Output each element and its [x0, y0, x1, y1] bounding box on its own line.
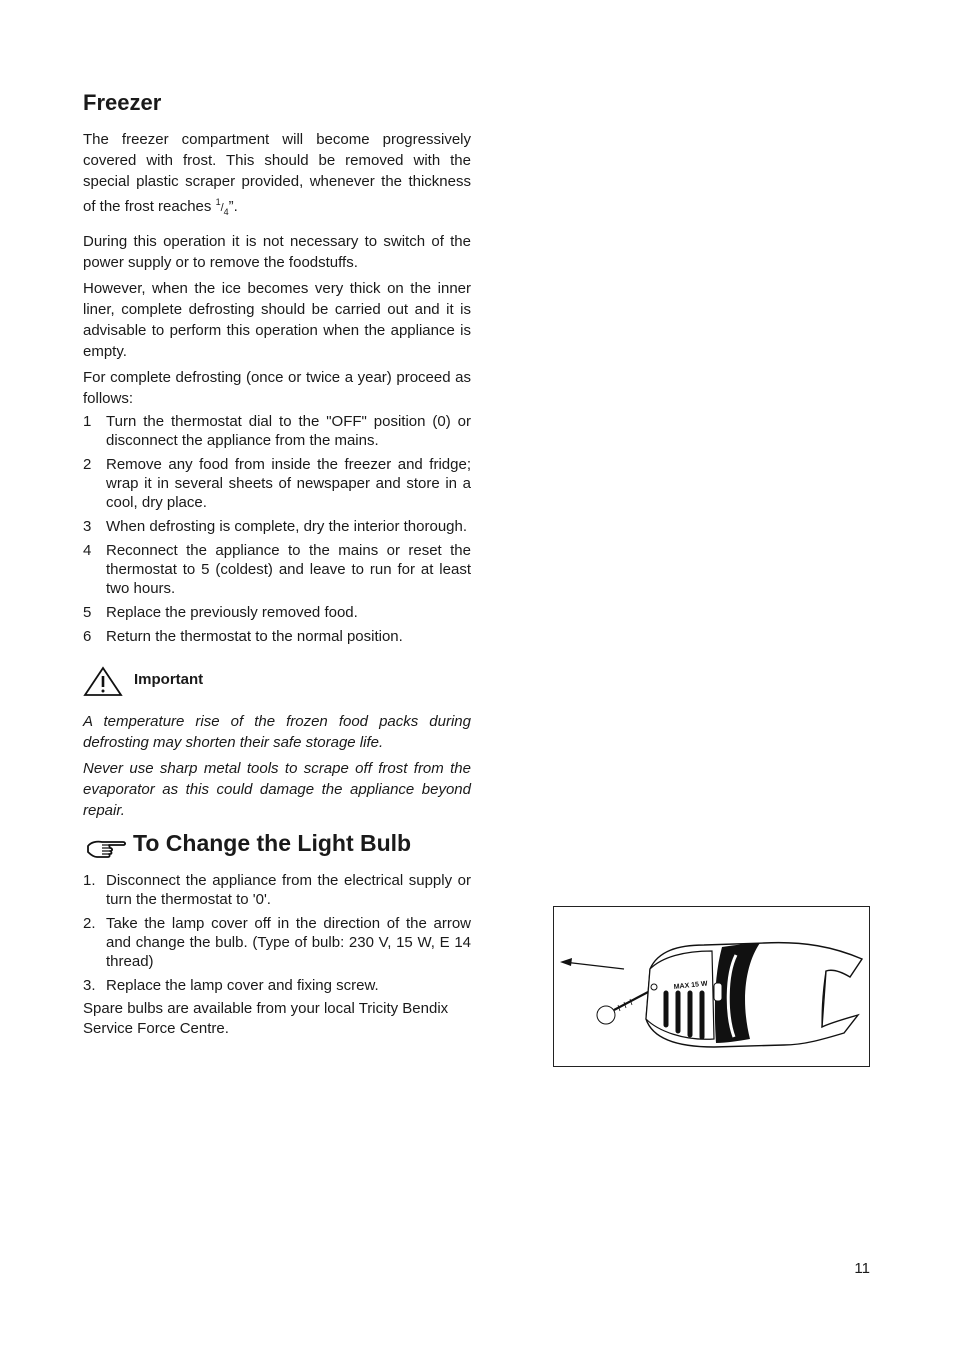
important-note-1: A temperature rise of the frozen food packs during defrosting may shorten their safe storage life.: [83, 713, 471, 751]
bulb-steps-list: [83, 871, 471, 995]
list-item: 1. Disconnect the appliance from the electrical supply or turn the thermostat to '0'.: [83, 872, 471, 908]
pointing-hand-icon: [85, 836, 127, 864]
list-item: 3 When defrosting is complete, dry the interior thorough.: [83, 518, 468, 535]
important-notes: [83, 711, 471, 821]
freezer-paragraph-1: The freezer compartment will become progressively covered with frost. This should be removed with the special plastic scraper provided, whenever the thickness of the frost reaches $^1/_4$”.: [83, 131, 471, 217]
freezer-paragraph-3: However, when the ice becomes very thick on the inner liner, complete defrosting should be carried out and it is advisable to perform this operation when the appliance is empty.: [83, 280, 471, 360]
lamp-cover-illustration: [554, 907, 869, 1066]
important-label: Important: [134, 671, 204, 688]
light-bulb-section: [83, 871, 471, 1039]
warning-triangle-icon: [83, 666, 123, 698]
list-item: 2 Remove any food from inside the freezer and fridge; wrap it in several sheets of newspaper and store in a cool, dry place.: [83, 456, 471, 511]
lamp-cover-figure: [553, 906, 870, 1067]
light-bulb-heading: To Change the Light Bulb: [133, 830, 412, 856]
list-item: 3. Replace the lamp cover and fixing screw.: [83, 977, 379, 994]
list-item: 1 Turn the thermostat dial to the "OFF" position (0) or disconnect the appliance from the mains.: [83, 413, 471, 449]
important-note-2: Never use sharp metal tools to scrape off frost from the evaporator as this could damage the appliance beyond repair.: [83, 760, 471, 819]
list-item: 4 Reconnect the appliance to the mains or reset the thermostat to 5 (coldest) and leave to run for at least two hours.: [83, 542, 471, 597]
freezer-section: [83, 90, 471, 646]
freezer-paragraph-4: For complete defrosting (once or twice a year) proceed as follows:: [83, 369, 471, 407]
list-item: 6 Return the thermostat to the normal position.: [83, 628, 403, 645]
list-item: 2. Take the lamp cover off in the direction of the arrow and change the bulb. (Type of bulb: 230 V, 15 W, E 14 thread): [83, 915, 471, 970]
list-item: 5 Replace the previously removed food.: [83, 604, 358, 621]
freezer-heading: Freezer: [83, 90, 162, 115]
freezer-paragraph-2: During this operation it is not necessary to switch of the power supply or to remove the foodstuffs.: [83, 233, 471, 271]
important-callout: [83, 666, 471, 698]
page-number: 11: [854, 1260, 870, 1277]
defrost-steps-list: [83, 412, 471, 646]
max-wattage-label: MAX 15 W: [673, 980, 708, 991]
spare-bulbs-note: Spare bulbs are available from your local Tricity Bendix Service Force Centre.: [83, 1000, 449, 1037]
light-bulb-heading-row: [83, 828, 483, 864]
